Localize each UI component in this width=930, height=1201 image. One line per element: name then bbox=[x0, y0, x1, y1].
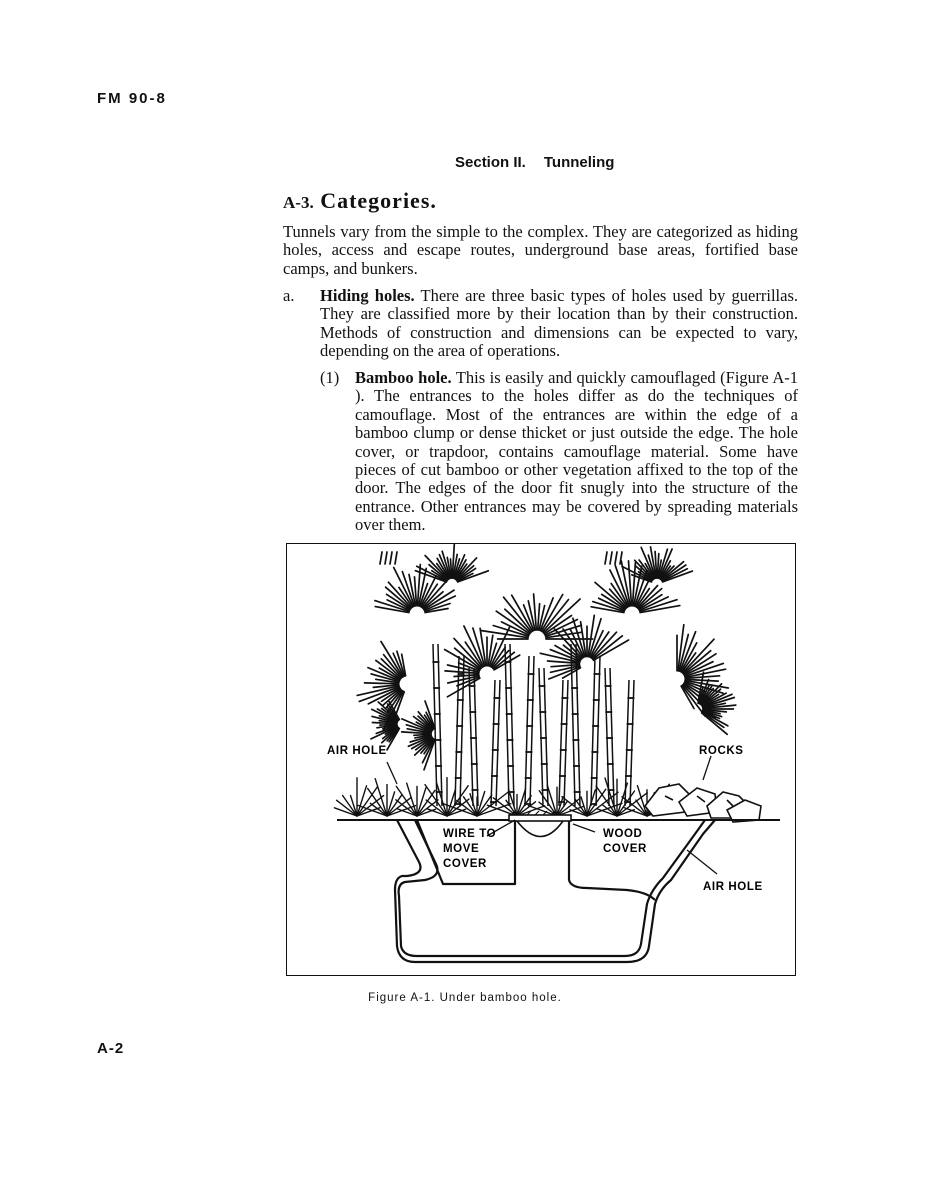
label-wood-line2: COVER bbox=[603, 843, 647, 855]
para-1-text: This is easily and quickly camouflaged (Figure A-1 ). The entrances to the holes differ as do the techniques of camouflage. Most of the entrances are within the edge of a bamboo clump or dense thicket or just outside the edge. The hole cover, or trapdoor, contains camouflage material. Some have pieces of cut bamboo or other vegetation affixed to the top of the door. The edges of the door fit snugly into the structure of the entrance. Other entrances may be covered by spreading materials over them. bbox=[355, 368, 799, 535]
para-1 bbox=[355, 369, 798, 535]
bamboo-stalk bbox=[469, 668, 479, 806]
bamboo-hole-illustration bbox=[287, 544, 795, 975]
section-title: Tunneling bbox=[543, 154, 615, 171]
subsection-title: Categories. bbox=[320, 188, 437, 213]
label-wood-line1: WOOD bbox=[603, 828, 643, 840]
bamboo-stalk bbox=[504, 644, 514, 806]
frond-cluster bbox=[481, 594, 593, 639]
document-id: FM 90-8 bbox=[97, 90, 167, 107]
bamboo-stalk bbox=[490, 680, 500, 806]
subsection-number: A-3. bbox=[283, 193, 314, 212]
bamboo-stalk bbox=[558, 680, 568, 806]
para-a-lead: Hiding holes. bbox=[320, 286, 415, 305]
para-a-text: There are three basic types of holes used by guerrillas. They are classified more by their location than by their construction. Methods of construction and dimensions can be expected to vary, depending on the area of operations. bbox=[320, 286, 798, 361]
para-a-label: a. bbox=[283, 286, 295, 305]
subsection-heading bbox=[283, 188, 437, 214]
para-1-label: (1) bbox=[320, 368, 340, 387]
grass-tufts bbox=[334, 778, 671, 816]
wood-cover-drawing bbox=[509, 811, 571, 837]
frond-cluster bbox=[415, 544, 488, 582]
label-air-hole-right: AIR HOLE bbox=[703, 881, 763, 893]
frond-cluster bbox=[622, 547, 692, 582]
tunnel-outline bbox=[395, 820, 715, 962]
label-air-hole-left: AIR HOLE bbox=[327, 745, 387, 757]
page-number: A-2 bbox=[97, 1040, 125, 1057]
bamboo-stalk bbox=[590, 656, 600, 806]
label-wire-line3: COVER bbox=[443, 858, 487, 870]
figure-caption: Figure A-1. Under bamboo hole. bbox=[368, 992, 562, 1004]
bamboo-stalk bbox=[605, 668, 615, 806]
bamboo-stalk bbox=[454, 656, 464, 806]
intro-paragraph: Tunnels vary from the simple to the complex. They are categorized as hiding holes, access and escape routes, underground base areas, fortified base camps, and bunkers. bbox=[283, 222, 798, 278]
frond-cluster bbox=[402, 701, 435, 770]
label-rocks: ROCKS bbox=[699, 745, 744, 757]
section-label: Section II. bbox=[455, 154, 526, 171]
top-hatch-marks bbox=[380, 552, 622, 564]
para-a bbox=[320, 287, 798, 361]
rocks-drawing bbox=[645, 784, 761, 822]
section-heading bbox=[455, 154, 614, 171]
frond-cluster bbox=[540, 615, 628, 679]
label-wire-line1: WIRE TO bbox=[443, 828, 497, 840]
label-wire-line2: MOVE bbox=[443, 843, 480, 855]
bamboo-stalk bbox=[524, 656, 534, 806]
para-1-lead: Bamboo hole. bbox=[355, 368, 452, 387]
